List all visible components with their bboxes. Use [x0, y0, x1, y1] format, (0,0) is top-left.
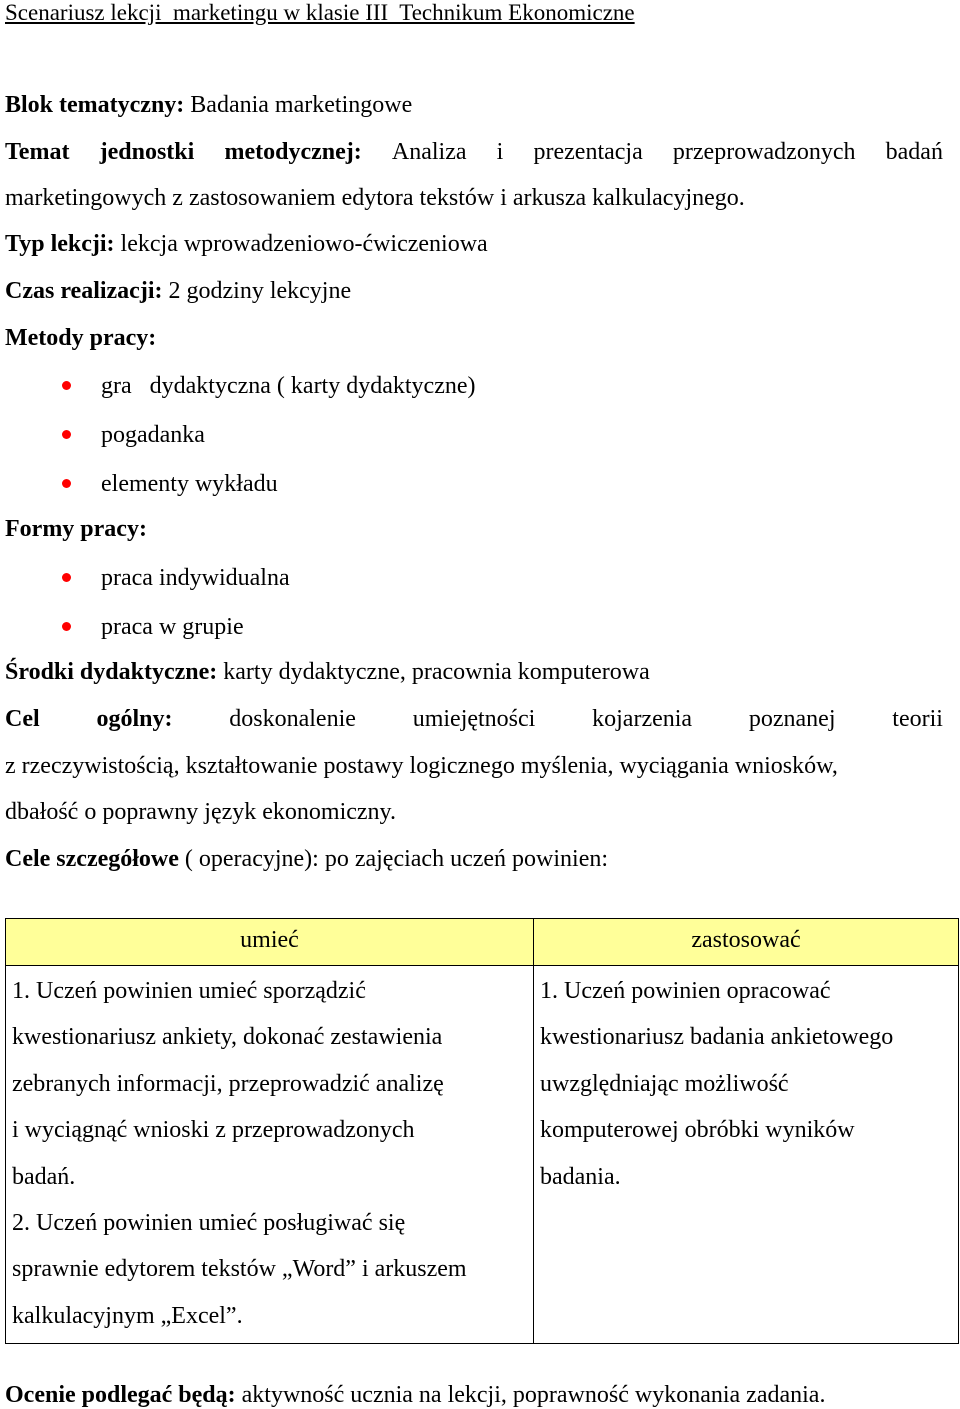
- specific-goals-line: [5, 845, 608, 873]
- cell-line: uwzględniając możliwość: [540, 1070, 789, 1097]
- header-umiec: umieć: [6, 919, 534, 966]
- block-value: Badania marketingowe: [190, 92, 413, 118]
- bullet-icon: [62, 622, 71, 631]
- block-line: [5, 91, 412, 119]
- bullet-icon: [62, 479, 71, 488]
- topic-word: Analiza: [391, 139, 467, 165]
- cell-line: badań.: [12, 1163, 76, 1190]
- document-title: Scenariusz lekcji marketingu w klasie III Technikum Ekonomiczne: [5, 0, 635, 25]
- topic-label-word: metodycznej:: [224, 139, 362, 165]
- general-goal-word: kojarzenia: [592, 706, 693, 732]
- lesson-type-label: Typ lekcji:: [5, 231, 115, 257]
- means-line: [5, 658, 650, 686]
- topic-word: przeprowadzonych: [672, 139, 856, 165]
- bullet-icon: [62, 430, 71, 439]
- forms-label: Formy pracy:: [5, 516, 147, 542]
- cell-line: 2. Uczeń powinien umieć posługiwać się: [12, 1210, 406, 1237]
- general-goal-word: doskonalenie: [229, 706, 356, 732]
- topic-line-2: marketingowych z zastosowaniem edytora tekstów i arkusza kalkulacyjnego.: [5, 185, 745, 211]
- topic-line-1: [5, 138, 943, 166]
- block-label: Blok tematyczny:: [5, 92, 185, 118]
- general-goal-line-2: z rzeczywistością, kształtowanie postawy logicznego myślenia, wyciągania wniosków,: [5, 753, 838, 779]
- specific-goals-value: ( operacyjne): po zajęciach uczeń powinien:: [178, 846, 609, 872]
- topic-word: prezentacja: [533, 139, 643, 165]
- cell-line: i wyciągnąć wnioski z przeprowadzonych: [12, 1117, 415, 1144]
- topic-label-word: jednostki: [99, 139, 195, 165]
- assessment-label: Ocenie podlegać będą:: [5, 1382, 236, 1408]
- duration-label: Czas realizacji:: [5, 278, 163, 304]
- assessment-line: [5, 1381, 825, 1409]
- specific-goals-label: Cele szczegółowe: [5, 846, 179, 872]
- topic-word: badań: [885, 139, 943, 165]
- general-goal-label-word: ogólny:: [96, 706, 173, 732]
- lesson-type-line: [5, 230, 488, 258]
- methods-label: Metody pracy:: [5, 325, 157, 351]
- cell-line: sprawnie edytorem tekstów „Word” i arkuszem: [12, 1256, 467, 1283]
- bullet-icon: [62, 381, 71, 390]
- cell-line: komputerowej obróbki wyników: [540, 1117, 855, 1144]
- table-row: [6, 966, 959, 1344]
- means-value: karty dydaktyczne, pracownia komputerowa: [223, 659, 650, 685]
- umiec-cell: [6, 966, 534, 1344]
- means-label: Środki dydaktyczne:: [5, 659, 218, 685]
- cell-line: 1. Uczeń powinien umieć sporządzić: [12, 978, 366, 1004]
- assessment-value: aktywność ucznia na lekcji, poprawność wykonania zadania.: [235, 1382, 826, 1408]
- cell-line: kwestionariusz ankiety, dokonać zestawienia: [12, 1024, 443, 1051]
- cell-line: 1. Uczeń powinien opracować: [540, 978, 831, 1004]
- general-goal-word: umiejętności: [412, 706, 536, 732]
- cell-line: zebranych informacji, przeprowadzić analizę: [12, 1070, 444, 1097]
- bullet-icon: [62, 573, 71, 582]
- general-goal-word: poznanej: [748, 706, 836, 732]
- goals-table: [5, 918, 959, 1344]
- general-goal-word: teorii: [892, 706, 943, 732]
- duration-line: [5, 277, 351, 305]
- cell-line: kalkulacyjnym „Excel”.: [12, 1302, 243, 1329]
- lesson-type-value: lekcja wprowadzeniowo-ćwiczeniowa: [120, 231, 488, 257]
- header-zastosowac: zastosować: [534, 919, 959, 966]
- zastosowac-cell: [534, 966, 959, 1344]
- topic-word: i: [496, 139, 504, 165]
- table-header-row: [6, 919, 959, 966]
- duration-value: 2 godziny lekcyjne: [168, 278, 352, 304]
- cell-line: badania.: [540, 1163, 621, 1190]
- topic-label-word: Temat: [5, 139, 70, 165]
- general-goal-label-word: Cel: [5, 706, 40, 732]
- general-goal-line-3: dbałość o poprawny język ekonomiczny.: [5, 799, 396, 825]
- general-goal-line-1: [5, 705, 943, 733]
- cell-line: kwestionariusz badania ankietowego: [540, 1024, 894, 1051]
